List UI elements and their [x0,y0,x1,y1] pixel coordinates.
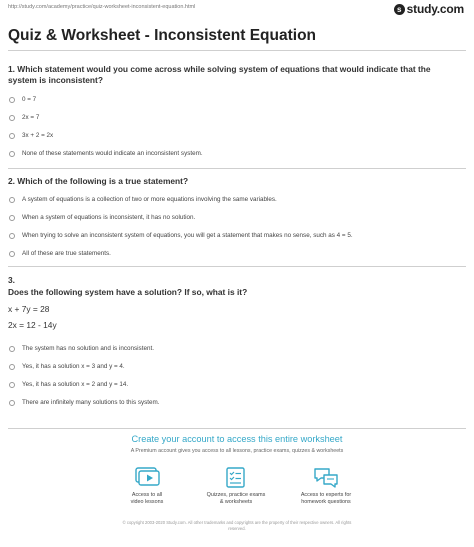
cta-title[interactable]: Create your account to access this entire worksheet [131,434,343,444]
question-3-equation-1: x + 7y = 28 [8,304,50,314]
option-label: When a system of equations is inconsistent, it has no solution. [22,214,196,221]
option-label: Yes, it has a solution x = 3 and y = 4. [22,363,125,370]
question-3-text: Does the following system have a solution? If so, what is it? [8,287,248,297]
radio-button[interactable] [9,382,15,388]
study-logo-mark: s [394,4,405,15]
question-1-option-3[interactable] [9,132,53,139]
radio-button[interactable] [9,197,15,203]
study-logo[interactable] [394,2,464,16]
option-label: The system has no solution and is inconsistent. [22,345,154,352]
option-label: When trying to solve an inconsistent system of equations, you will get a statement that makes no sense, such as 4 = 5. [22,232,353,239]
radio-button[interactable] [9,97,15,103]
url-text: http://study.com/academy/practice/quiz-worksheet-inconsistent-equation.html [8,4,196,10]
option-label: A system of equations is a collection of two or more equations involving the same variables. [22,196,277,203]
question-3-equation-2: 2x = 12 - 14y [8,320,57,330]
title-divider [8,50,466,51]
option-label: None of these statements would indicate an inconsistent system. [22,150,203,157]
feature-quizzes [191,466,281,506]
page-title: Quiz & Worksheet - Inconsistent Equation [8,27,317,44]
feature-label: Quizzes, practice exams & worksheets [206,492,266,505]
option-label: Yes, it has a solution x = 2 and y = 14. [22,381,129,388]
question-2-option-2[interactable] [9,214,195,221]
question-1-option-1[interactable] [9,96,36,103]
copyright-footer: © copyright 2003-2020 Study.com. All other trademarks and copyrights are the property of their respective owners. All rights reserved. [122,520,352,531]
question-3-option-4[interactable] [9,399,160,406]
option-label: There are infinitely many solutions to this system. [22,399,160,406]
radio-button[interactable] [9,151,15,157]
question-2-option-1[interactable] [9,196,277,203]
option-label: 2x = 7 [22,114,40,121]
question-3-option-2[interactable] [9,363,125,370]
radio-button[interactable] [9,215,15,221]
question-1-option-2[interactable] [9,114,39,121]
question-2-option-4[interactable] [9,250,111,257]
cta-subtitle: A Premium account gives you access to all lessons, practice exams, quizzes & worksheets [130,448,344,454]
question-3-number: 3. [8,275,15,285]
option-label: All of these are true statements. [22,250,111,257]
radio-button[interactable] [9,400,15,406]
question-3-option-1[interactable] [9,345,154,352]
question-2-option-3[interactable] [9,232,353,239]
question-divider [8,266,466,267]
feature-experts [281,466,371,506]
question-divider [8,168,466,169]
video-lessons-icon [134,466,160,488]
question-1-option-4[interactable] [9,150,203,157]
quizzes-icon [223,466,249,488]
feature-video-lessons [102,466,192,506]
radio-button[interactable] [9,346,15,352]
feature-label: Access to experts for homework questions [300,492,352,505]
feature-label: Access to all video lessons [130,492,164,505]
radio-button[interactable] [9,115,15,121]
cta-divider [8,428,466,429]
radio-button[interactable] [9,364,15,370]
radio-button[interactable] [9,133,15,139]
question-1-text: 1. Which statement would you come across while solving system of equations that would indicate that the system is inconsistent? [8,64,431,85]
radio-button[interactable] [9,233,15,239]
option-label: 3x + 2 = 2x [22,132,54,139]
option-label: 0 = 7 [22,96,37,103]
expert-chat-icon [313,466,339,488]
study-logo-text: study.com [406,2,464,16]
question-3-option-3[interactable] [9,381,128,388]
radio-button[interactable] [9,251,15,257]
question-2-text: 2. Which of the following is a true statement? [8,176,189,186]
